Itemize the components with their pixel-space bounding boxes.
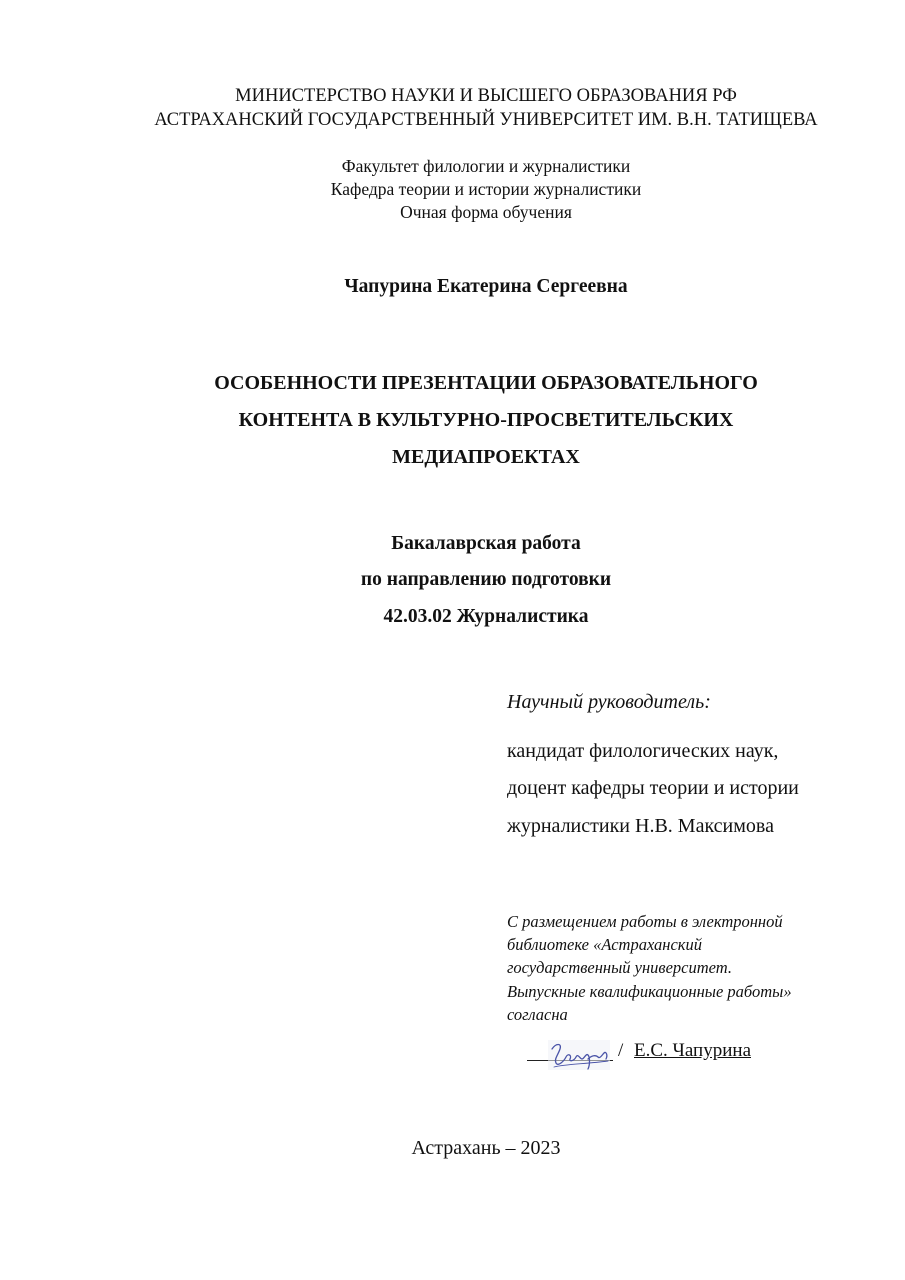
agreement-block (507, 910, 827, 1026)
signature-separator: / (618, 1040, 624, 1061)
agreement-line-5: согласна (507, 1004, 568, 1024)
signer-name: Е.С. Чапурина (634, 1040, 751, 1061)
ministry-line: МИНИСТЕРСТВО НАУКИ И ВЫСШЕГО ОБРАЗОВАНИЯ РФ (235, 86, 737, 106)
agreement-line-4: Выпускные квалификационные работы» (507, 981, 792, 1001)
title-line-1: ОСОБЕННОСТИ ПРЕЗЕНТАЦИИ ОБРАЗОВАТЕЛЬНОГО (214, 372, 758, 394)
faculty-line: Факультет филологии и журналистики (341, 156, 631, 176)
city-year: Астрахань – 2023 (411, 1137, 561, 1159)
title-line-2: КОНТЕНТА В КУЛЬТУРНО-ПРОСВЕТИТЕЛЬСКИХ (238, 409, 734, 431)
agreement-line-1: С размещением работы в электронной (507, 912, 783, 931)
supervisor-line-1: кандидат филологических наук, (507, 740, 779, 762)
agreement-line-2: библиотеке «Астраханский (507, 935, 703, 955)
author-name: Чапурина Екатерина Сергеевна (344, 276, 628, 297)
agreement-line-3: государственный университет. (507, 958, 732, 978)
department-line: Кафедра теории и истории журналистики (330, 179, 642, 199)
title-line-3: МЕДИАПРОЕКТАХ (392, 446, 580, 468)
work-type: Бакалаврская работа (391, 533, 581, 554)
supervisor-line-2: доцент кафедры теории и истории (507, 777, 799, 799)
direction-label: по направлению подготовки (360, 569, 612, 590)
supervisor-line-3: журналистики Н.В. Максимова (507, 815, 774, 837)
study-form-line: Очная форма обучения (400, 202, 572, 222)
direction-code: 42.03.02 Журналистика (383, 606, 589, 627)
university-line: АСТРАХАНСКИЙ ГОСУДАРСТВЕННЫЙ УНИВЕРСИТЕТ ИМ. В.Н. ТАТИЩЕВА (154, 110, 818, 130)
handwritten-signature (546, 1037, 612, 1073)
supervisor-label: Научный руководитель: (507, 691, 711, 713)
